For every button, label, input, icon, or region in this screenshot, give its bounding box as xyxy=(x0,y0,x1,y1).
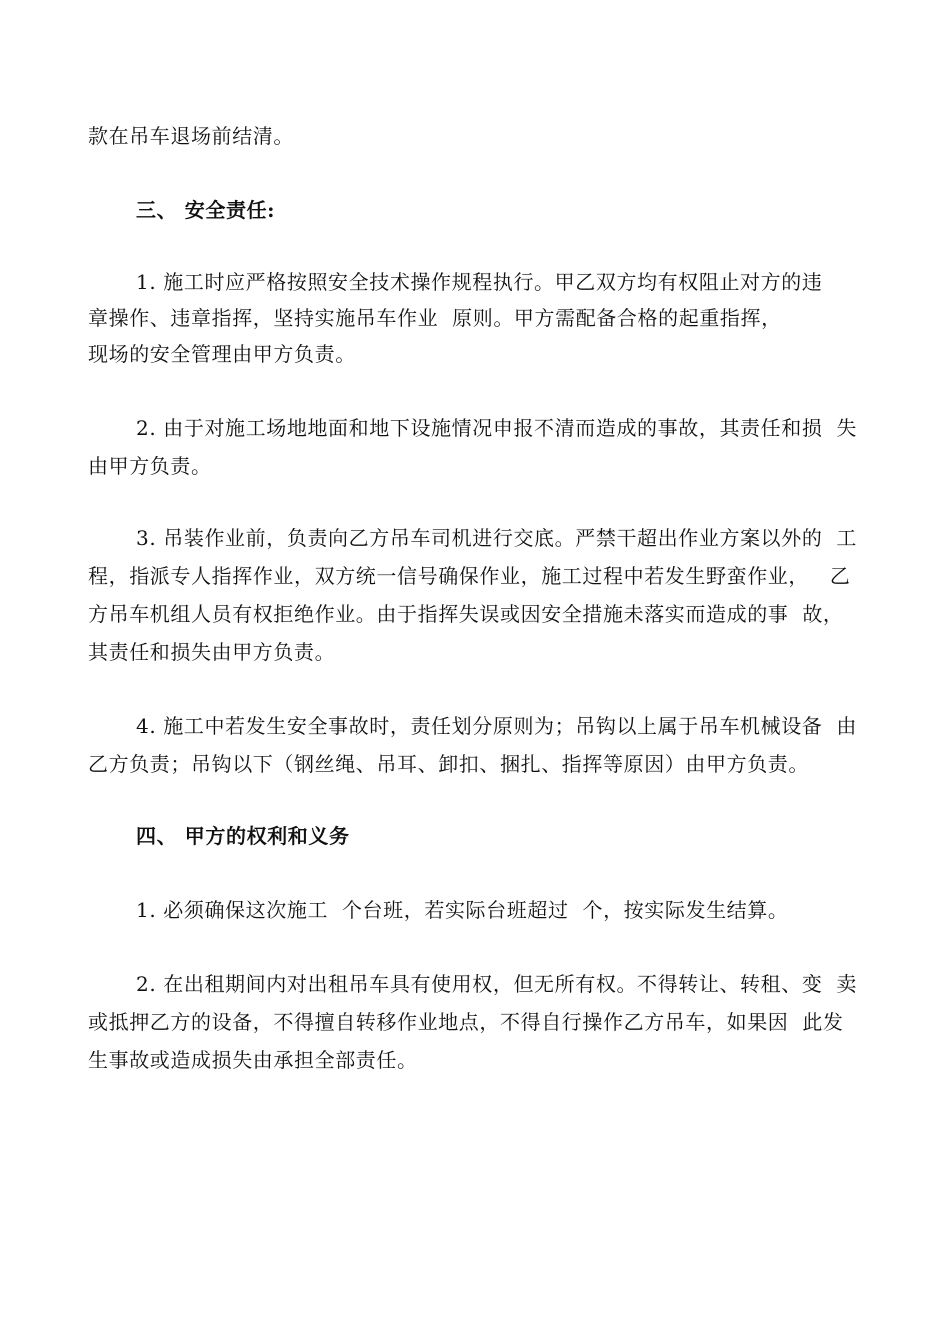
carryover-text: 款在吊车退场前结清。 xyxy=(88,124,294,148)
paragraph-line: 程，指派专人指挥作业，双方统一信号确保作业，施工过程中若发生野蛮作业， 乙 xyxy=(88,564,851,588)
paragraph-line: 1. 必须确保这次施工 个台班，若实际台班超过 个，按实际发生结算。 xyxy=(136,898,789,922)
paragraph-line: 或抵押乙方的设备，不得擅自转移作业地点，不得自行操作乙方吊车，如果因 此发 xyxy=(88,1010,844,1034)
paragraph-line: 其责任和损失由甲方负责。 xyxy=(88,640,336,664)
paragraph-line: 1. 施工时应严格按照安全技术操作规程执行。甲乙双方均有权阻止对方的违 xyxy=(136,270,823,294)
paragraph-line: 乙方负责；吊钩以下（钢丝绳、吊耳、卸扣、捆扎、指挥等原因）由甲方负责。 xyxy=(88,752,809,776)
paragraph-line: 3. 吊装作业前，负责向乙方吊车司机进行交底。严禁干超出作业方案以外的 工 xyxy=(136,526,857,550)
paragraph-line: 现场的安全管理由甲方负责。 xyxy=(88,342,356,366)
section-heading-party-a-rights: 四、 甲方的权利和义务 xyxy=(136,824,350,848)
paragraph-line: 由甲方负责。 xyxy=(88,454,212,478)
paragraph-line: 4. 施工中若发生安全事故时，责任划分原则为；吊钩以上属于吊车机械设备 由 xyxy=(136,714,857,738)
paragraph-line: 2. 在出租期间内对出租吊车具有使用权，但无所有权。不得转让、转租、变 卖 xyxy=(136,972,857,996)
section-heading-safety: 三、 安全责任: xyxy=(136,198,276,222)
paragraph-line: 方吊车机组人员有权拒绝作业。由于指挥失误或因安全措施未落实而造成的事 故， xyxy=(88,602,844,626)
paragraph-line: 章操作、违章指挥，坚持实施吊车作业 原则。甲方需配备合格的起重指挥， xyxy=(88,306,782,330)
paragraph-line: 2. 由于对施工场地地面和地下设施情况申报不清而造成的事故，其责任和损 失 xyxy=(136,416,857,440)
paragraph-line: 生事故或造成损失由承担全部责任。 xyxy=(88,1048,418,1072)
